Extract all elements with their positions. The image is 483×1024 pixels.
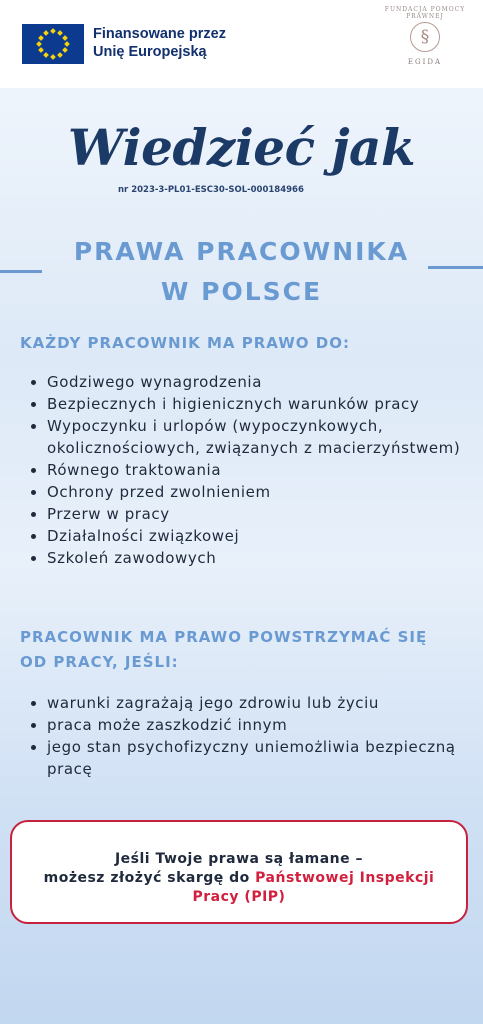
egida-foundation-line2: PRAWNEJ xyxy=(406,13,444,20)
rights-list-item: • Działalności związkowej xyxy=(47,525,477,547)
refusal-list-item: • warunki zagrażają jego zdrowiu lub życiu xyxy=(47,692,477,714)
complaint-notice xyxy=(10,820,468,924)
header-bar xyxy=(0,0,483,88)
pip-name-part2: Pracy (PIP) xyxy=(192,889,286,905)
egida-foundation-line1: FUNDACJA POMOCY xyxy=(384,6,466,13)
page-title: Wiedzieć jak xyxy=(67,118,416,177)
refusal-list xyxy=(22,692,477,780)
rights-list-item: • Ochrony przed zwolnieniem xyxy=(47,481,477,503)
notice-line3 xyxy=(12,888,466,907)
refusal-list-item: • praca może zaszkodzić innym xyxy=(47,714,477,736)
refusal-heading xyxy=(20,625,427,675)
eu-funding-line1: Finansowane przez xyxy=(93,26,226,42)
rights-list-item: • Przerw w pracy xyxy=(47,503,477,525)
rights-list-item: • Szkoleń zawodowych xyxy=(47,547,477,569)
section-title xyxy=(0,232,483,312)
eu-flag-icon xyxy=(22,24,84,64)
section-title-line2: W POLSCE xyxy=(160,277,323,306)
refusal-heading-line2: OD PRACY, JEŚLI: xyxy=(20,653,179,671)
paragraph-icon: § xyxy=(410,22,440,52)
rights-list-item: • Godziwego wynagrodzenia xyxy=(47,371,477,393)
egida-name: EGIDA xyxy=(407,58,443,66)
rights-list-item: • Bezpiecznych i higienicznych warunków pracy xyxy=(47,393,477,415)
refusal-heading-line1: PRACOWNIK MA PRAWO POWSTRZYMAĆ SIĘ xyxy=(20,628,428,646)
project-number: nr 2023-3-PL01-ESC30-SOL-000184966 xyxy=(118,185,304,195)
section-title-line1: PRAWA PRACOWNIKA xyxy=(73,237,410,266)
rights-list-item: • Równego traktowania xyxy=(47,459,477,481)
notice-line2-text: możesz złożyć skargę do xyxy=(43,870,256,886)
eu-funding-label xyxy=(93,25,226,61)
rights-list xyxy=(22,371,477,569)
eu-funding-line2: Unię Europejską xyxy=(93,44,207,60)
pip-name-part1: Państwowej Inspekcji xyxy=(255,870,435,886)
refusal-list-item: • jego stan psychofizyczny uniemożliwia bezpieczną pracę xyxy=(47,736,477,780)
notice-line1: Jeśli Twoje prawa są łamane – xyxy=(114,851,364,867)
egida-logo xyxy=(380,6,470,86)
notice-line2 xyxy=(12,869,466,888)
rights-list-item: • Wypoczynku i urlopów (wypoczynkowych, okolicznościowych, związanych z macierzyństwem) xyxy=(47,415,477,459)
rights-heading: KAŻDY PRACOWNIK MA PRAWO DO: xyxy=(20,334,350,352)
